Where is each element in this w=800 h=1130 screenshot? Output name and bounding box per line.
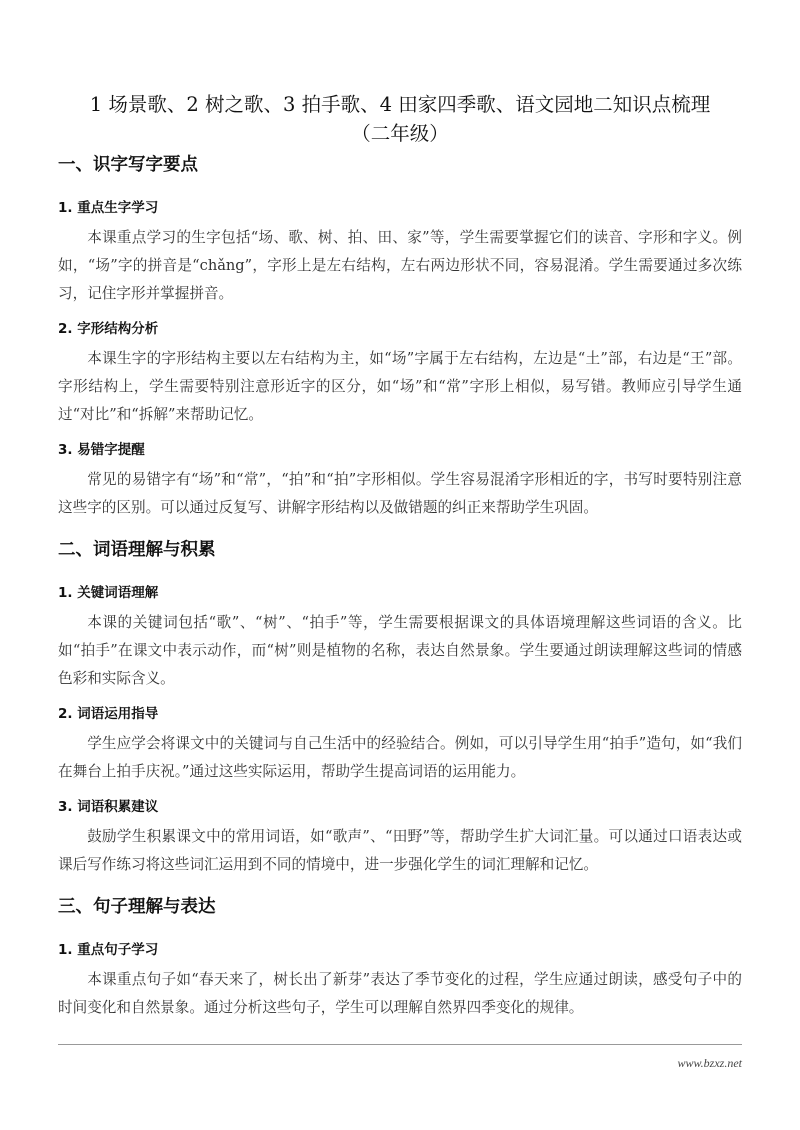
- paragraph: 本课的关键词包括“歌”、“树”、“拍手”等，学生需要根据课文的具体语境理解这些词语的含义。比如“拍手”在课文中表示动作，而“树”则是植物的名称，表达自然景象。学生要通过朗读理解这些词的情感色彩和实际含义。: [58, 614, 742, 687]
- subsection-heading: 2. 词语运用指导: [58, 706, 159, 722]
- section-heading: 二、词语理解与积累: [58, 540, 216, 560]
- paragraph: 常见的易错字有“场”和“常”，“拍”和“拍”字形相似。学生容易混淆字形相近的字，书写时要特别注意这些字的区别。可以通过反复写、讲解字形结构以及做错题的纠正来帮助学生巩固。: [58, 471, 742, 516]
- section-heading: 三、句子理解与表达: [58, 897, 216, 917]
- footer-divider: [58, 1044, 742, 1045]
- paragraph: 鼓励学生积累课文中的常用词语，如“歌声”、“田野”等，帮助学生扩大词汇量。可以通过口语表达或课后写作练习将这些词汇运用到不同的情境中，进一步强化学生的词汇理解和记忆。: [58, 828, 742, 873]
- subsection-heading: 3. 词语积累建议: [58, 799, 159, 815]
- subsection-heading: 1. 重点句子学习: [58, 942, 159, 958]
- subsection-heading: 1. 关键词语理解: [58, 585, 159, 601]
- footer-url: www.bzxz.net: [677, 1056, 742, 1070]
- section-heading: 一、识字写字要点: [58, 155, 198, 175]
- document-title: 1 场景歌、2 树之歌、3 拍手歌、4 田家四季歌、语文园地二知识点梳理: [89, 93, 711, 116]
- paragraph: 本课重点学习的生字包括“场、歌、树、拍、田、家”等，学生需要掌握它们的读音、字形和字义。例如，“场”字的拼音是“chǎng”，字形上是左右结构，左右两边形状不同，容易混淆。学生需要通过多次练习，记住字形并掌握拼音。: [58, 229, 742, 302]
- subsection-heading: 1. 重点生字学习: [58, 200, 159, 216]
- document-subtitle: （二年级）: [351, 122, 449, 145]
- paragraph: 本课重点句子如“春天来了，树长出了新芽”表达了季节变化的过程，学生应通过朗读，感受句子中的时间变化和自然景象。通过分析这些句子，学生可以理解自然界四季变化的规律。: [58, 971, 742, 1016]
- paragraph: 本课生字的字形结构主要以左右结构为主，如“场”字属于左右结构，左边是“土”部，右边是“王”部。字形结构上，学生需要特别注意形近字的区分，如“场”和“常”字形上相似，易写错。教师应引导学生通过“对比”和“拆解”来帮助记忆。: [58, 350, 742, 423]
- paragraph: 学生应学会将课文中的关键词与自己生活中的经验结合。例如，可以引导学生用“拍手”造句，如“我们在舞台上拍手庆祝。”通过这些实际运用，帮助学生提高词语的运用能力。: [58, 735, 742, 780]
- subsection-heading: 3. 易错字提醒: [58, 442, 145, 458]
- subsection-heading: 2. 字形结构分析: [58, 321, 159, 337]
